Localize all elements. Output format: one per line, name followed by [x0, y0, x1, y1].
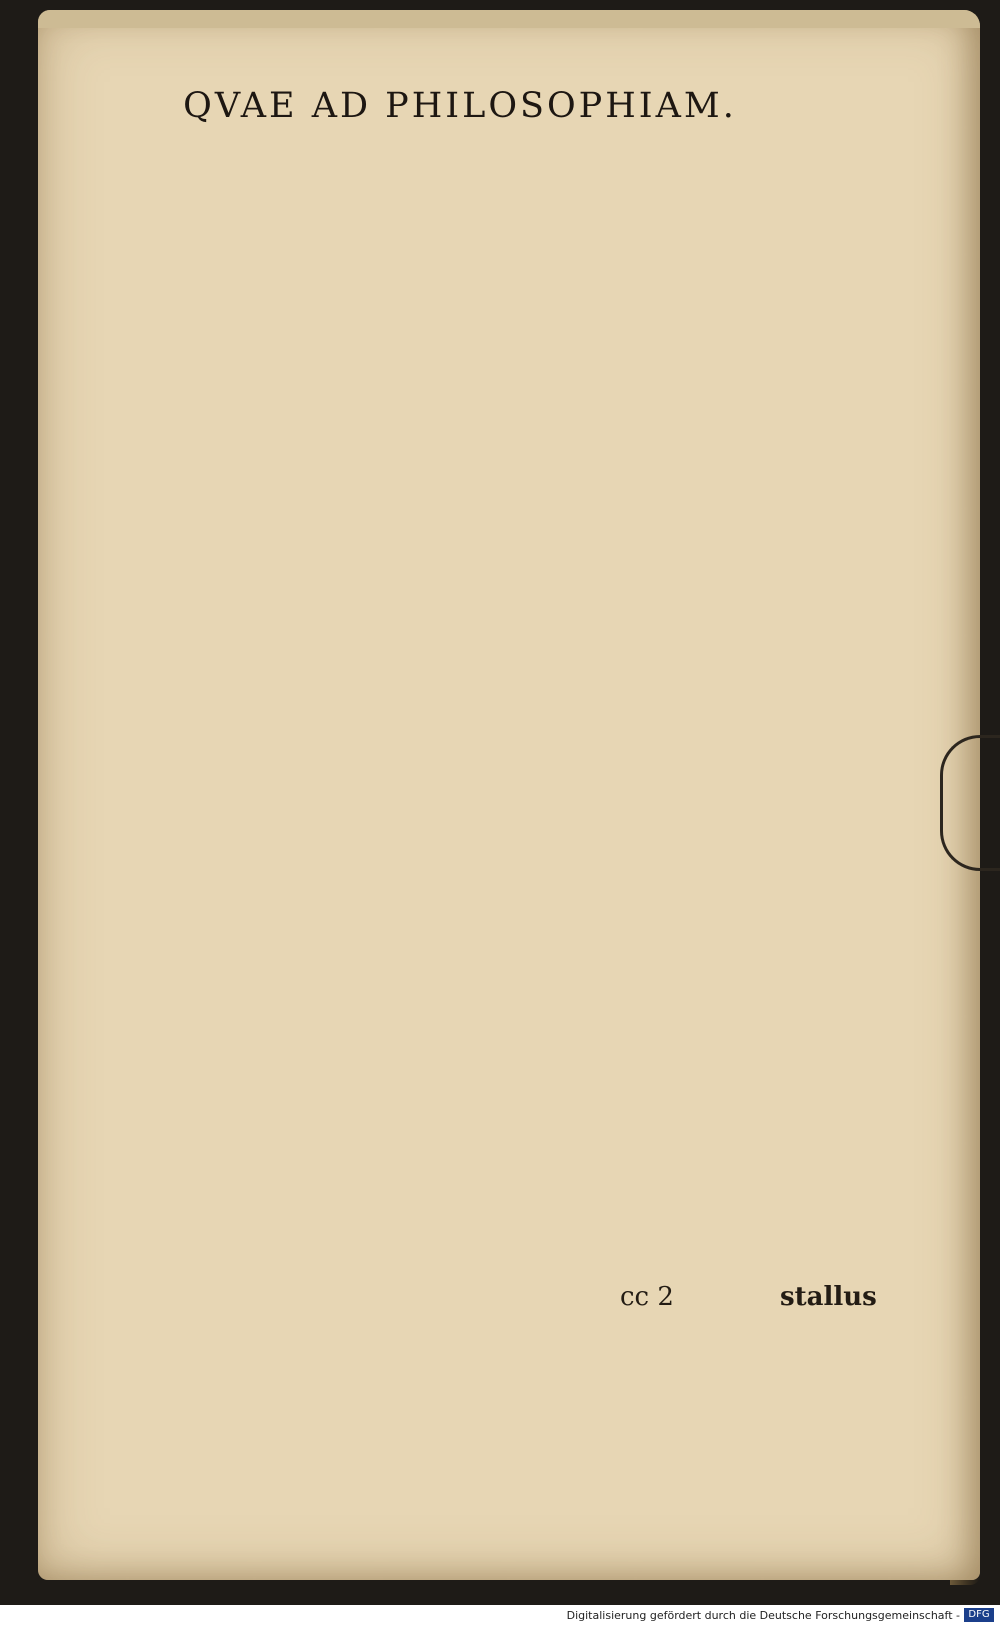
index-line — [68, 645, 844, 676]
index-line — [68, 829, 844, 860]
index-line — [68, 615, 844, 646]
index-line — [68, 1165, 844, 1196]
index-line — [68, 1226, 844, 1257]
index-line — [68, 951, 844, 982]
index-line — [68, 1073, 844, 1104]
index-line — [68, 920, 844, 951]
index-line — [68, 309, 844, 340]
index-line — [68, 339, 844, 370]
index-line — [68, 125, 844, 156]
index-line — [68, 584, 844, 615]
index-line — [68, 676, 844, 707]
index-line — [68, 186, 844, 217]
index-line — [68, 1012, 844, 1043]
index-line — [68, 982, 844, 1013]
index-line — [68, 798, 844, 829]
index-line — [68, 859, 844, 890]
index-line — [68, 1196, 844, 1227]
index-line — [68, 890, 844, 921]
index-line — [68, 400, 844, 431]
index-line — [68, 370, 844, 401]
index-line — [68, 1135, 844, 1166]
index-text — [68, 125, 844, 1318]
index-line — [68, 1257, 844, 1288]
index-line — [68, 1043, 844, 1074]
signature-mark: cc 2 — [620, 1282, 674, 1312]
index-line — [68, 431, 844, 462]
book-clasp — [940, 735, 1000, 871]
index-line — [68, 156, 844, 187]
index-line — [68, 553, 844, 584]
running-header: QVAE AD PHILOSOPHIAM. — [183, 86, 737, 126]
index-line — [68, 247, 844, 278]
funding-notice: Digitalisierung gefördert durch die Deutsche Forschungsgemeinschaft - — [566, 1609, 960, 1622]
index-line — [68, 217, 844, 248]
index-line — [68, 278, 844, 309]
catchword: stallus — [780, 1282, 877, 1312]
index-line — [68, 706, 844, 737]
index-line — [68, 523, 844, 554]
footer-bar — [0, 1605, 1000, 1625]
index-line — [68, 737, 844, 768]
index-line — [68, 1288, 844, 1319]
index-line — [68, 767, 844, 798]
page-top-edge — [38, 10, 980, 28]
index-line — [68, 492, 844, 523]
index-line — [68, 462, 844, 493]
index-line — [68, 1104, 844, 1135]
dfg-logo: DFG — [964, 1608, 994, 1622]
